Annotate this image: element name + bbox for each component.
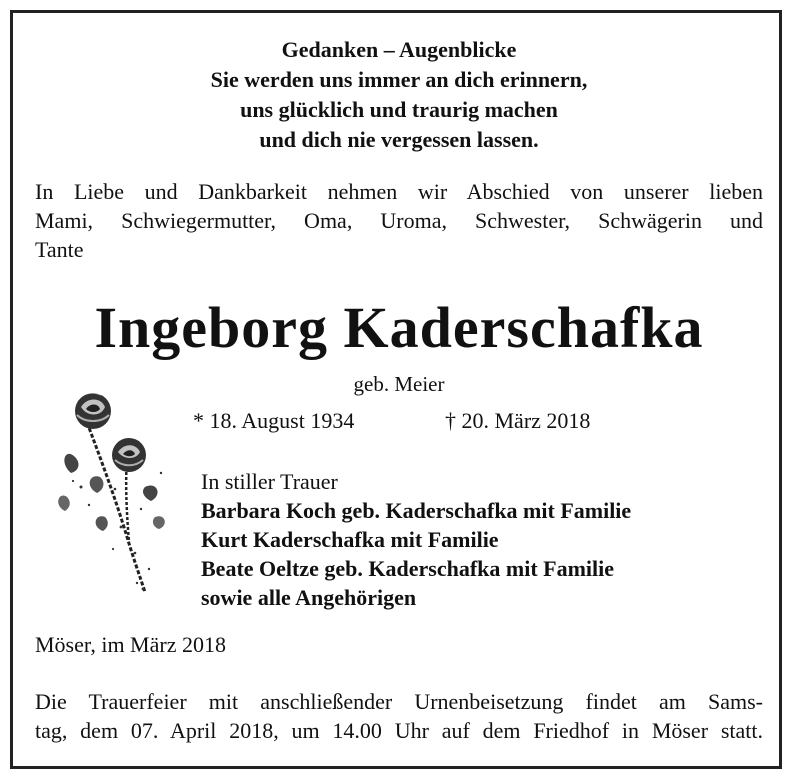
intro-line: In Liebe und Dankbarkeit nehmen wir Abschied von unserer lieben <box>35 179 763 204</box>
funeral-line: Die Trauerfeier mit anschließender Urnenbeisetzung findet am Sams- <box>35 689 763 714</box>
obituary-notice <box>10 10 782 769</box>
funeral-line: tag, dem 07. April 2018, um 14.00 Uhr auf dem Friedhof in Möser statt. <box>35 718 763 743</box>
poem-line: und dich nie vergessen lassen. <box>259 127 539 152</box>
poem-line: Sie werden uns immer an dich erinnern, <box>210 67 588 92</box>
mourners-list <box>201 467 631 612</box>
poem-line: Gedanken – Augenblicke <box>281 37 517 62</box>
poem-line: uns glücklich und traurig machen <box>240 97 558 122</box>
birth-date: * 18. August 1934 <box>193 408 355 433</box>
death-date: † 20. März 2018 <box>445 408 591 433</box>
mourner-entry: sowie alle Angehörigen <box>201 585 417 610</box>
farewell-intro <box>35 177 763 264</box>
intro-line: Mami, Schwiegermutter, Oma, Uroma, Schwester, Schwägerin und <box>35 208 763 233</box>
mourner-entry: Barbara Koch geb. Kaderschafka mit Familie <box>201 498 632 523</box>
memorial-poem <box>13 35 785 155</box>
deceased-name: Ingeborg Kaderschafka <box>94 295 704 360</box>
mourner-entry: Kurt Kaderschafka mit Familie <box>201 527 499 552</box>
rose-illustration-icon <box>45 377 175 597</box>
intro-line: Tante <box>35 237 84 262</box>
mourners-heading: In stiller Trauer <box>201 469 338 494</box>
place-and-date: Möser, im März 2018 <box>35 632 226 657</box>
funeral-details <box>35 687 763 745</box>
mourner-entry: Beate Oeltze geb. Kaderschafka mit Familie <box>201 556 615 581</box>
maiden-name: geb. Meier <box>353 372 445 396</box>
